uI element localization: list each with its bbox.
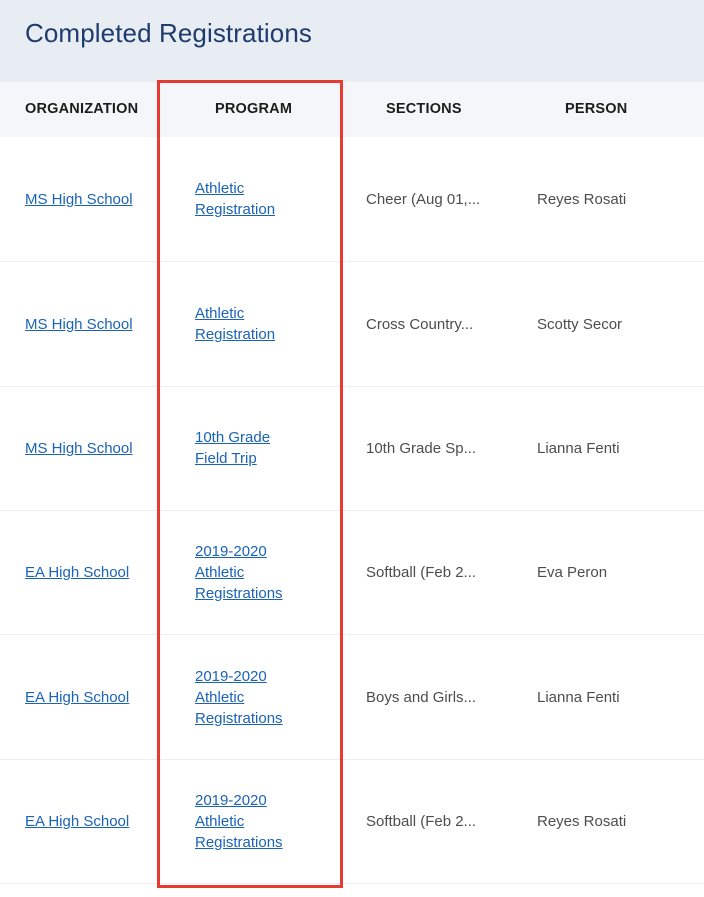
person-cell: Reyes Rosati — [537, 190, 627, 208]
table-row — [0, 137, 704, 262]
column-header-organization[interactable]: ORGANIZATION — [25, 101, 139, 117]
sections-cell: Softball (Feb 2... — [366, 563, 477, 581]
sections-cell: 10th Grade Sp... — [366, 439, 477, 457]
person-cell: Lianna Fenti — [537, 688, 620, 706]
table-row — [0, 759, 704, 884]
column-header-program[interactable]: PROGRAM — [215, 101, 293, 117]
table-row — [0, 386, 704, 511]
program-link[interactable]: 10th Grade Field Trip — [195, 429, 271, 467]
table-row — [0, 635, 704, 760]
organization-link[interactable]: EA High School — [25, 812, 130, 830]
organization-link[interactable]: EA High School — [25, 563, 130, 581]
column-header-sections[interactable]: SECTIONS — [386, 101, 462, 117]
table-row — [0, 510, 704, 635]
sections-cell: Boys and Girls... — [366, 688, 477, 706]
title-bar — [0, 0, 704, 82]
organization-link[interactable]: MS High School — [25, 439, 133, 457]
organization-link[interactable]: MS High School — [25, 315, 133, 333]
column-header-person[interactable]: PERSON — [565, 101, 628, 117]
sections-cell: Softball (Feb 2... — [366, 812, 477, 830]
program-link[interactable]: Athletic Registration — [195, 305, 276, 343]
person-cell: Scotty Secor — [537, 315, 623, 333]
table-header — [0, 82, 704, 137]
table-row — [0, 262, 704, 387]
page-title: Completed Registrations — [25, 18, 312, 48]
program-link[interactable]: 2019-2020 Athletic Registrations — [195, 667, 283, 727]
organization-link[interactable]: EA High School — [25, 688, 130, 706]
person-cell: Lianna Fenti — [537, 439, 620, 457]
person-cell: Reyes Rosati — [537, 812, 627, 830]
program-link[interactable]: Athletic Registration — [195, 180, 276, 218]
person-cell: Eva Peron — [537, 563, 608, 581]
sections-cell: Cheer (Aug 01,... — [366, 190, 481, 208]
organization-link[interactable]: MS High School — [25, 190, 133, 208]
sections-cell: Cross Country... — [366, 315, 474, 333]
program-link[interactable]: 2019-2020 Athletic Registrations — [195, 542, 283, 602]
program-link[interactable]: 2019-2020 Athletic Registrations — [195, 791, 283, 851]
